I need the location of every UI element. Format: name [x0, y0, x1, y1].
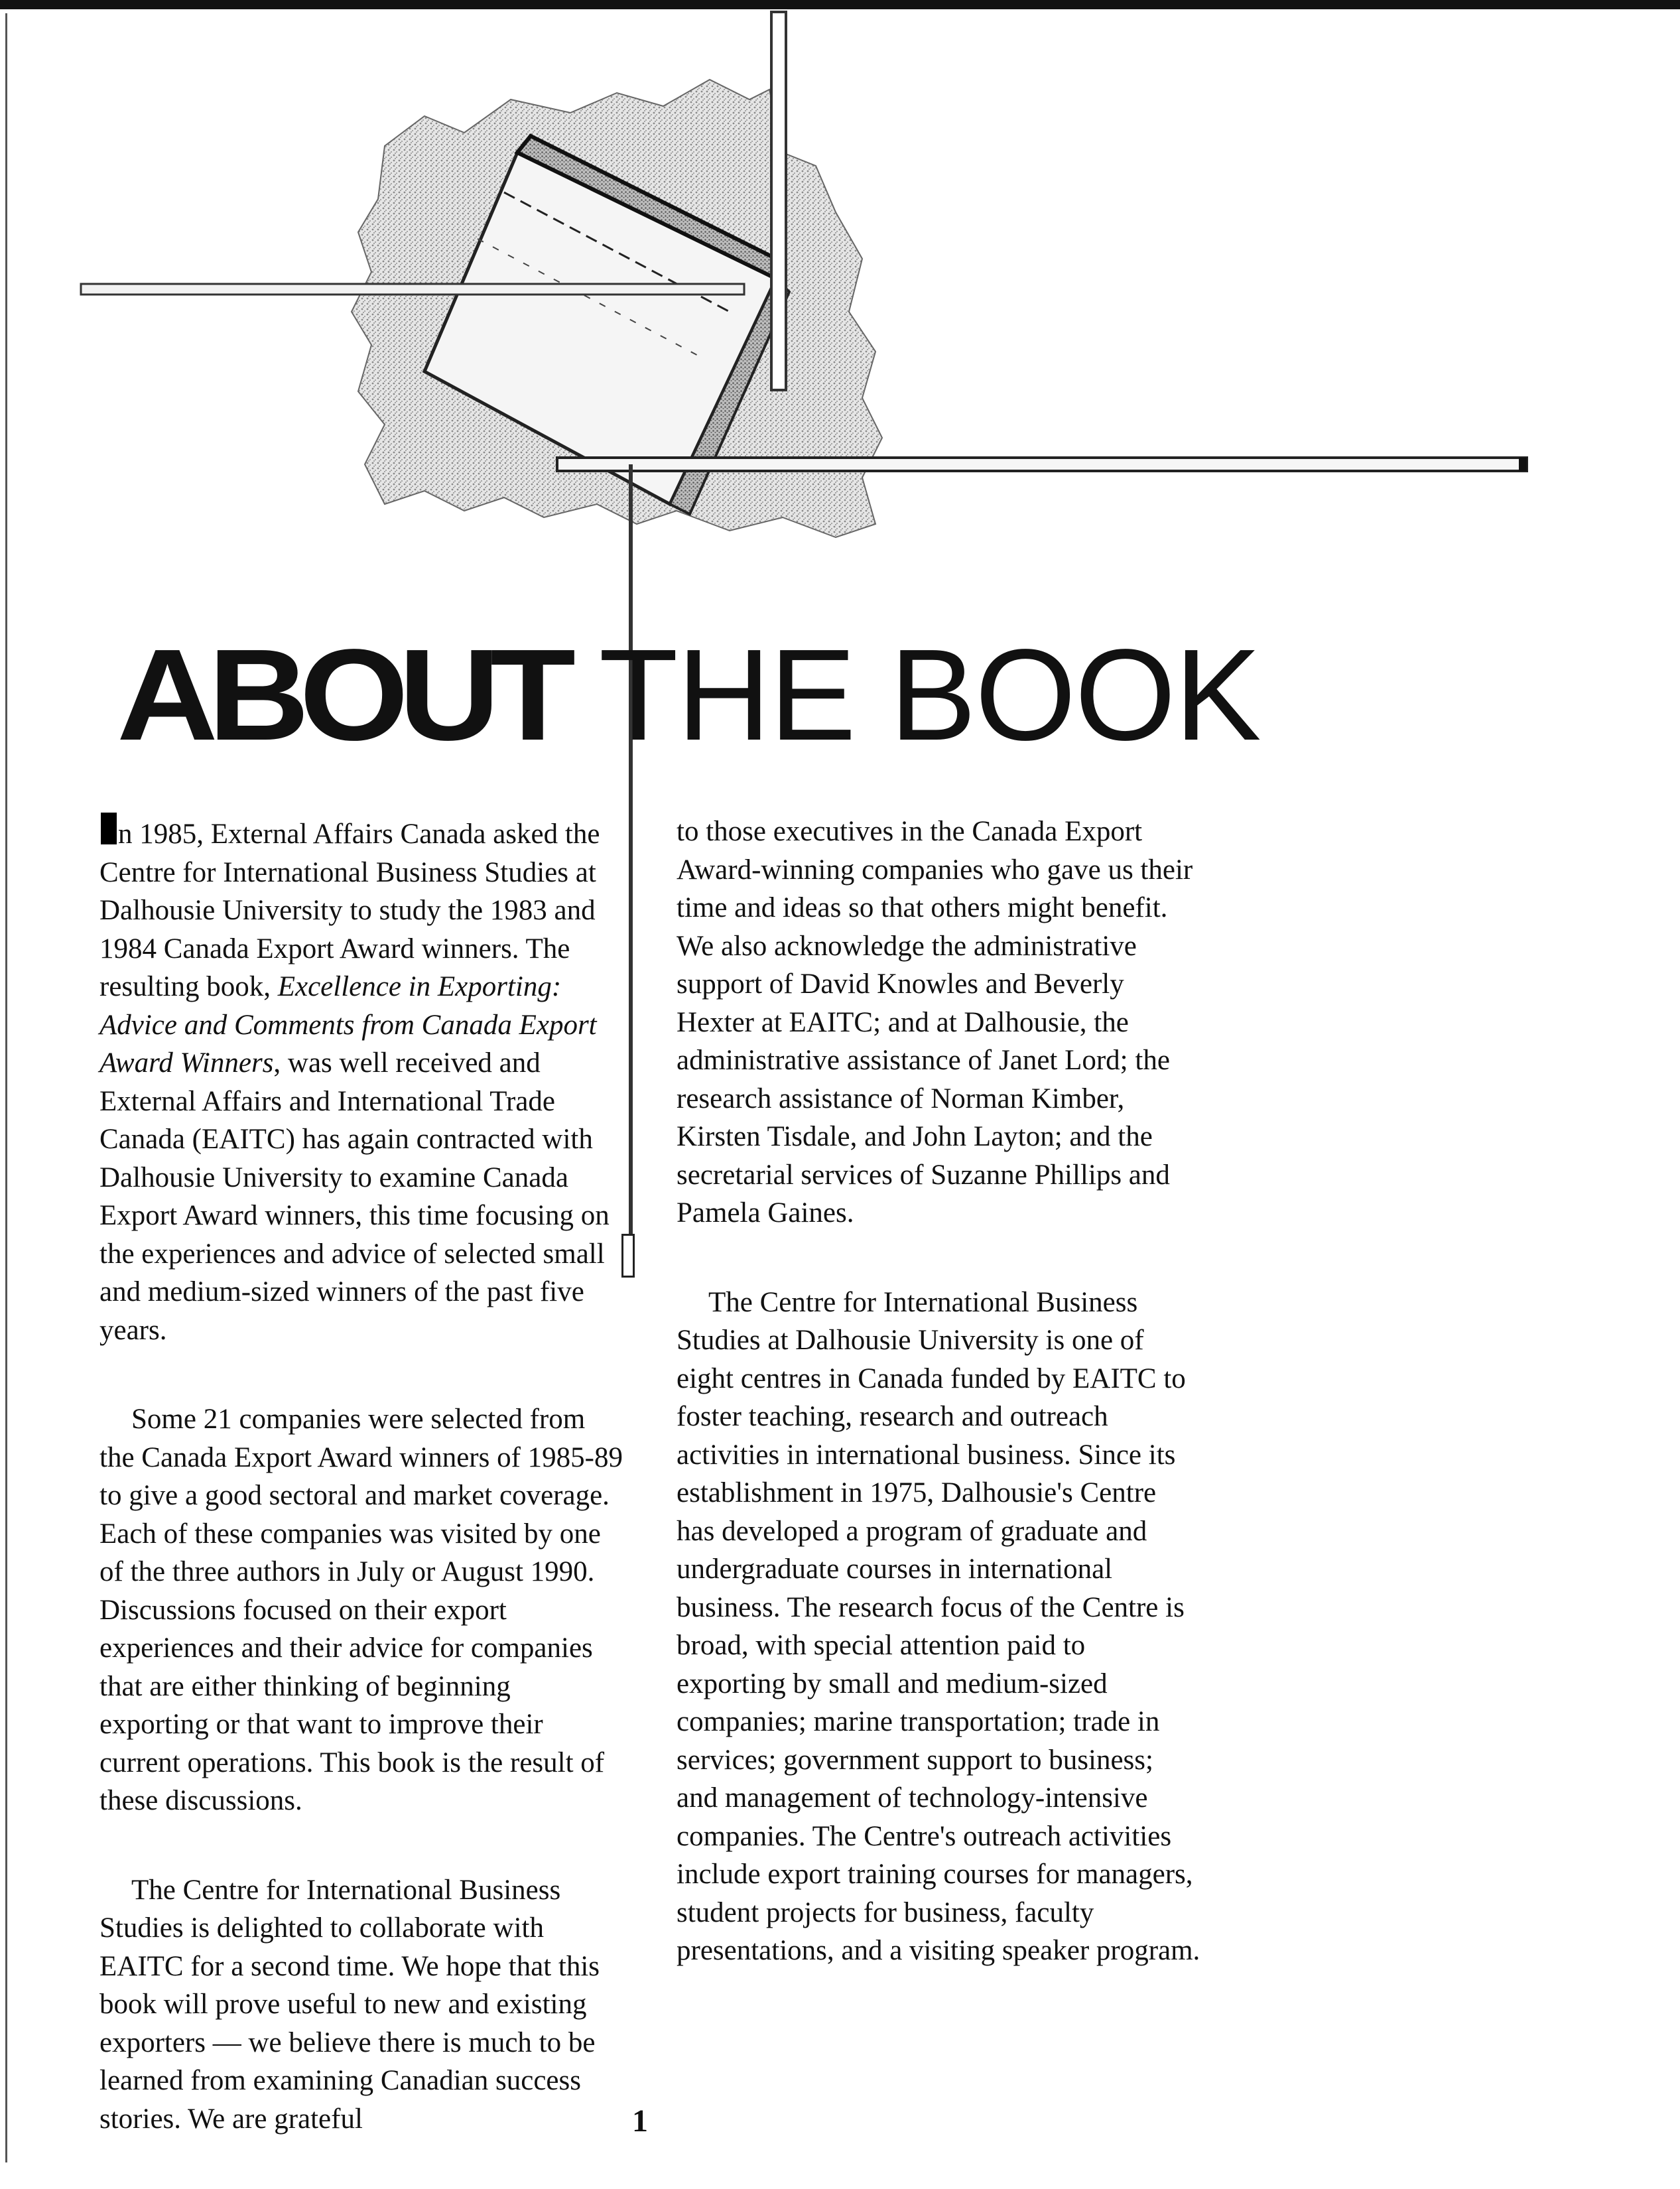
page-title [117, 622, 1260, 767]
paragraph: The Centre for International Business Studies at Dalhousie University is one of eight centres in Canada funded by EAITC to foster teaching, research and outreach activities in international business. Since its establishment in 1975, Dalhousie's Centre has developed a program of graduate and undergraduate courses in international business. The research focus of the Centre is broad, with special attention paid to exporting by small and medium-sized companies; marine transportation; trade in services; government support to business; and management of technology-intensive companies. The Centre's outreach activities include export training courses for managers, student projects for business, faculty presentations, and a visiting speaker program. [677, 1286, 1200, 1966]
title-rest: THE BOOK [598, 622, 1260, 767]
right-column [677, 813, 1200, 2021]
center-vertical-rule [629, 464, 633, 1274]
left-horizontal-rule [81, 284, 744, 295]
title-bold-word: ABOUT [117, 622, 566, 767]
left-column [99, 813, 623, 2189]
center-rule-cap [621, 1234, 635, 1278]
right-horizontal-rule [557, 458, 1527, 471]
paragraph: to those executives in the Canada Export Award-winning companies who gave us their time and ideas so that others might benefit. We also acknowledge the administrative support of David Knowles and Beverly Hexter at EAITC; and at Dalhousie, the administrative assistance of Janet Lord; the research assistance of Norman Kimber, Kirsten Tisdale, and John Layton; and the secretarial services of Suzanne Phillips and Pamela Gaines. [677, 816, 1193, 1228]
page-number: 1 [632, 2103, 648, 2139]
paragraph: The Centre for International Business Studies is delighted to collaborate with EAITC for a second time. We hope that this book will prove useful to new and existing exporters — we believe there is much to be learned from examining Canadian success stories. We are grateful [99, 1874, 600, 2135]
vertical-double-rule [771, 12, 786, 390]
dropcap-i [101, 813, 117, 844]
paragraph: n 1985, External Affairs Canada asked the Centre for International Business Studies at Dalhousie University to study the 1983 and 1984 Canada Export Award winners. The resulting book, Excellence in Exporting: Advice and Comments from Canada Export Award Winners, was well received and External Affairs and International Trade Canada (EAITC) has again contracted with Dalhousie University to examine Canada Export Award winners, this time focusing on the experiences and advice of selected small and medium-sized winners of the past five years. [99, 813, 623, 1349]
header-illustration [0, 0, 1680, 663]
paragraph: Some 21 companies were selected from the Canada Export Award winners of 1985-89 to give a good sectoral and market coverage. Each of these companies was visited by one of the three authors in July or August 1990. Discussions focused on their export experiences and their advice for companies that are either thinking of beginning exporting or that want to improve their current operations. This book is the result of these discussions. [99, 1404, 623, 1816]
